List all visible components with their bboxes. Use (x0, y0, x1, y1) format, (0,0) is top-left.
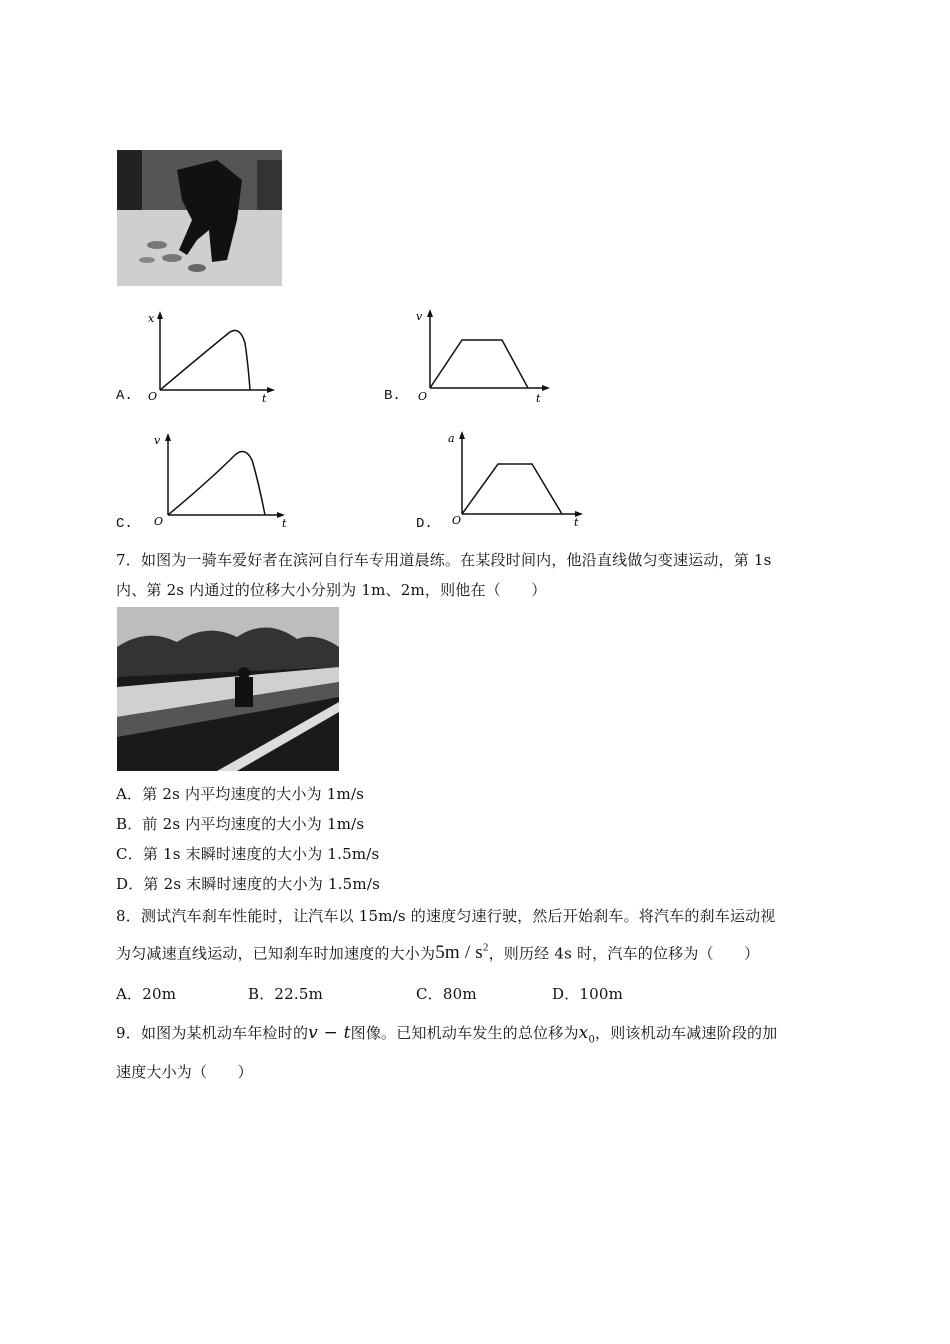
graph-c-xlabel: t (282, 517, 287, 530)
q9-line2: 速度大小为（ ） (116, 1063, 253, 1081)
cyclist-photo (117, 607, 339, 771)
runner-photo (117, 150, 282, 286)
option-d-label: D. (416, 516, 433, 532)
option-a-label: A. (116, 388, 133, 404)
q8-line2-post: ，则历经 4s 时，汽车的位移为（ ） (488, 944, 760, 963)
q8-line2-pre: 为匀减速直线运动，已知刹车时加速度的大小为 (116, 944, 436, 963)
graph-c-origin: O (154, 515, 164, 528)
graph-b-xlabel: t (536, 392, 541, 404)
graph-d (440, 428, 590, 528)
q8-option-b: B．22.5m (248, 985, 324, 1003)
q9-vt-symbol: v − t (308, 1023, 351, 1043)
q7-option-d: D．第 2s 末瞬时速度的大小为 1.5m/s (116, 875, 381, 893)
q8-option-c: C．80m (416, 985, 477, 1003)
q7-option-b: B．前 2s 内平均速度的大小为 1m/s (116, 815, 365, 833)
option-c-label: C. (116, 516, 133, 532)
graph-d-ylabel: a (448, 432, 455, 445)
q7-line1: 7．如图为一骑车爱好者在滨河自行车专用道晨练。在某段时间内，他沿直线做匀变速运动，第 1s (116, 551, 772, 569)
option-b-label: B. (384, 388, 401, 404)
q8-line1: 8．测试汽车刹车性能时，让汽车以 15m/s 的速度匀速行驶，然后开始刹车。将汽车的刹车运动视 (116, 907, 776, 925)
graph-b-origin: O (418, 390, 428, 403)
graph-c (140, 430, 295, 530)
graph-c-ylabel: v (154, 434, 161, 447)
graph-b-ylabel: v (416, 310, 423, 323)
graph-a-origin: O (148, 390, 158, 403)
q8-option-a: A．20m (116, 985, 177, 1003)
q8-accel-value: $5m / s^2$ (435, 942, 489, 964)
graph-a (140, 308, 280, 403)
q8-line2 (116, 942, 759, 964)
graph-a-ylabel: x (148, 312, 155, 325)
graph-a-xlabel: t (262, 392, 267, 403)
graph-b (410, 306, 555, 404)
q8-option-d: D．100m (552, 985, 624, 1003)
q9-x0-symbol: $x_0$ (578, 1023, 596, 1046)
q7-option-a: A．第 2s 内平均速度的大小为 1m/s (116, 785, 365, 803)
q9-line1: 9．如图为某机动车年检时的v − t图像。已知机动车发生的总位移为$x_0$，则该机动车减速阶段的加 (116, 1023, 778, 1046)
graph-d-origin: O (452, 514, 462, 527)
q7-line2: 内、第 2s 内通过的位移大小分别为 1m、2m，则他在（ ） (116, 581, 547, 599)
graph-d-xlabel: t (574, 516, 579, 528)
q7-option-c: C．第 1s 末瞬时速度的大小为 1.5m/s (116, 845, 380, 863)
q8-options (116, 983, 623, 1004)
